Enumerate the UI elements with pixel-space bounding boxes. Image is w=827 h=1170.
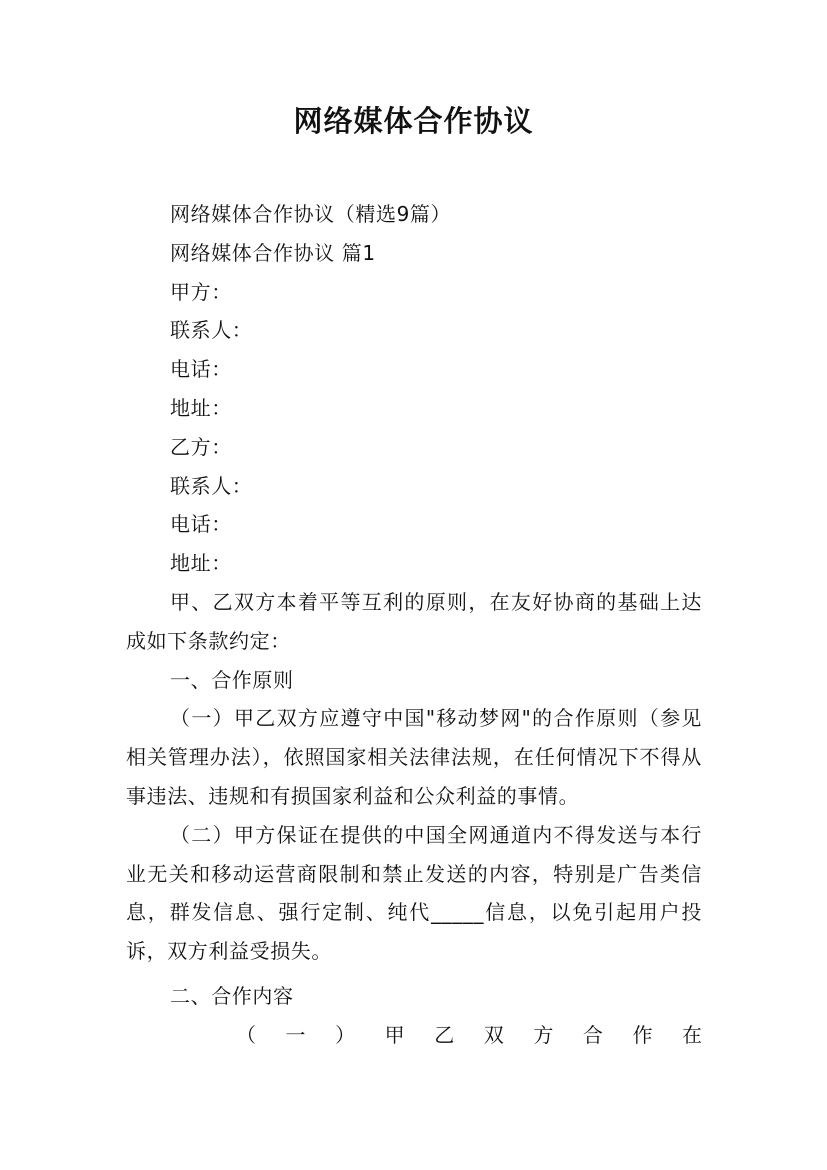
paragraph-content-1: （一）甲乙双方合作在	[236, 1022, 702, 1047]
party-b-address: 地址：	[170, 551, 232, 576]
party-a-address: 地址：	[170, 395, 232, 420]
party-a-label: 甲方：	[170, 279, 232, 304]
paragraph-principle-1: （一）甲乙双方应遵守中国"移动梦网"的合作原则（参见相关管理办法），依照国家相关法律法规，在任何情况下不得从事违法、违规和有损国家利益和公众利益的事情。	[126, 706, 702, 808]
document-title: 网络媒体合作协议	[293, 104, 534, 138]
party-b-label: 乙方：	[170, 434, 232, 459]
section-heading-content: 二、合作内容	[170, 983, 294, 1008]
paragraph-preamble: 甲、乙双方本着平等互利的原则，在友好协商的基础上达成如下条款约定：	[126, 589, 702, 653]
party-a-phone: 电话：	[170, 357, 232, 382]
document-body	[126, 195, 702, 1055]
section-heading-principles: 一、合作原则	[170, 667, 294, 692]
paragraph-section-heading: 网络媒体合作协议 篇1	[170, 240, 376, 265]
paragraph-principle-2: （二）甲方保证在提供的中国全网通道内不得发送与本行业无关和移动运营商限制和禁止发送的内容，特别是广告类信息，群发信息、强行定制、纯代_____信息，以免引起用户投诉，双方利益受损失。	[126, 822, 702, 964]
party-b-contact: 联系人：	[170, 473, 253, 498]
paragraph-subtitle: 网络媒体合作协议（精选9篇）	[170, 202, 452, 226]
party-b-phone: 电话：	[170, 512, 232, 537]
party-a-contact: 联系人：	[170, 318, 253, 343]
